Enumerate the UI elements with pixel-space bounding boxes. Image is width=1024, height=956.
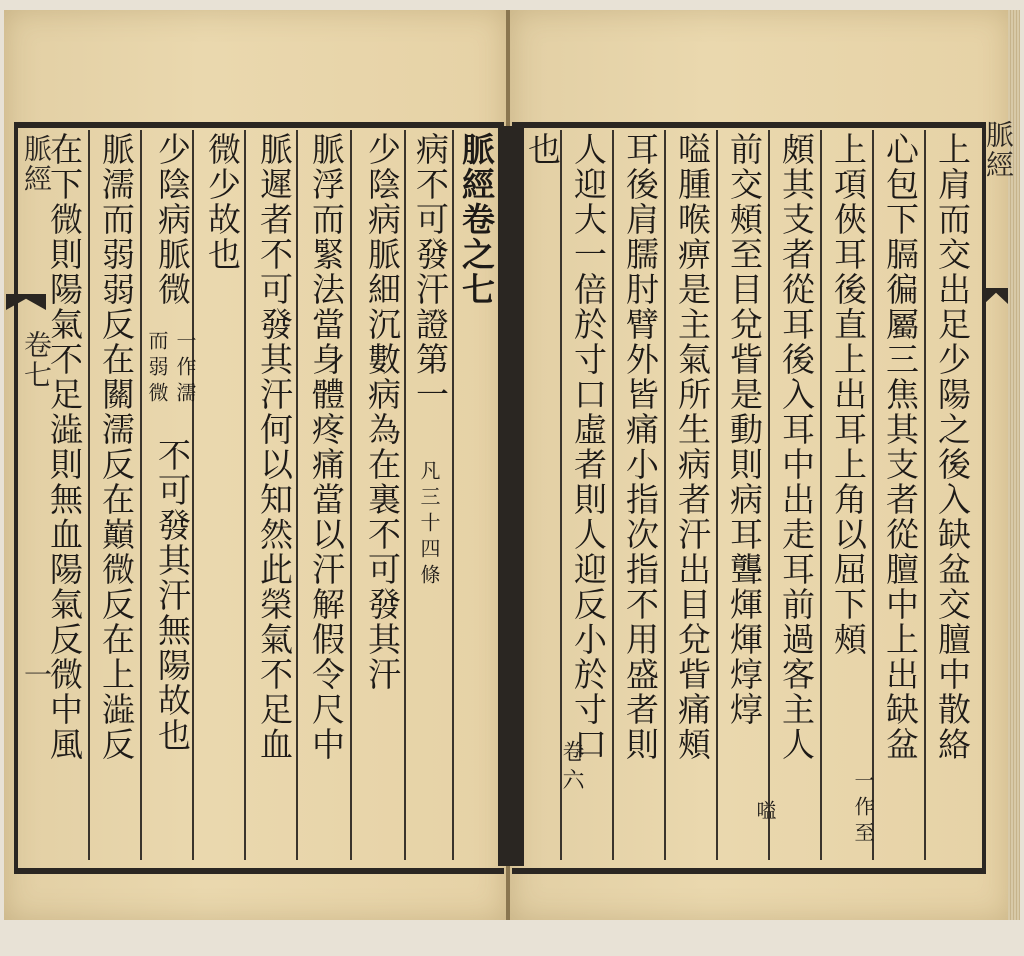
chapter-title: 病不可發汗證第一 <box>411 132 450 412</box>
volume-heading: 脈經卷之七 <box>457 132 496 307</box>
left-margin-title: 脈經 <box>20 134 53 194</box>
left-col-4: 微少故也 <box>203 132 242 272</box>
left-margin-volume: 卷七 <box>20 330 53 390</box>
right-col-5: 前交頰至目兌眥是動則病耳聾煇煇焞焞 <box>725 132 764 727</box>
right-margin-title: 脈經 <box>982 120 1015 180</box>
right-col-2: 心包下膈徧屬三焦其支者從膻中上出缺盆 <box>881 132 920 762</box>
right-note-2: 嗌 <box>753 800 777 826</box>
chapter-note: 凡三十四條 <box>417 460 441 590</box>
annotation-2: 而弱微 <box>145 330 169 408</box>
right-footer: 卷六 <box>559 740 584 796</box>
right-col-3: 上項俠耳後直上出耳上角以屈下頰 <box>829 132 868 657</box>
left-col-1: 少陰病脈細沉數病為在裏不可發其汗 <box>363 132 402 692</box>
right-col-8: 人迎大一倍於寸口虛者則人迎反小於寸口 <box>569 132 608 762</box>
left-col-2: 脈浮而緊法當身體疼痛當以汗解假令尺中 <box>307 132 346 762</box>
left-col-7: 在下微則陽氣不足澁則無血陽氣反微中風 <box>45 132 84 762</box>
right-col-4: 頗其支者從耳後入耳中出走耳前過客主人 <box>777 132 816 762</box>
left-col-6: 脈濡而弱弱反在關濡反在巔微反在上澁反 <box>97 132 136 762</box>
right-note-1: 一作至 <box>851 770 875 848</box>
right-col-7: 耳後肩臑肘臂外皆痛小指次指不用盛者則 <box>621 132 660 762</box>
left-margin-page: 一 <box>20 660 53 690</box>
annotation-1: 一作濡 <box>173 330 197 408</box>
center-band <box>498 126 524 866</box>
left-col-5: 少陰病脈微 <box>153 132 192 307</box>
right-col-1: 上肩而交出足少陽之後入缺盆交膻中散絡 <box>933 132 972 762</box>
right-col-9: 也 <box>523 132 562 167</box>
left-col-5b: 不可發其汗無陽故也 <box>153 438 192 753</box>
left-col-3: 脈遲者不可發其汗何以知然此榮氣不足血 <box>255 132 294 762</box>
right-col-6: 嗌腫喉痹是主氣所生病者汗出目兌眥痛頰 <box>673 132 712 762</box>
